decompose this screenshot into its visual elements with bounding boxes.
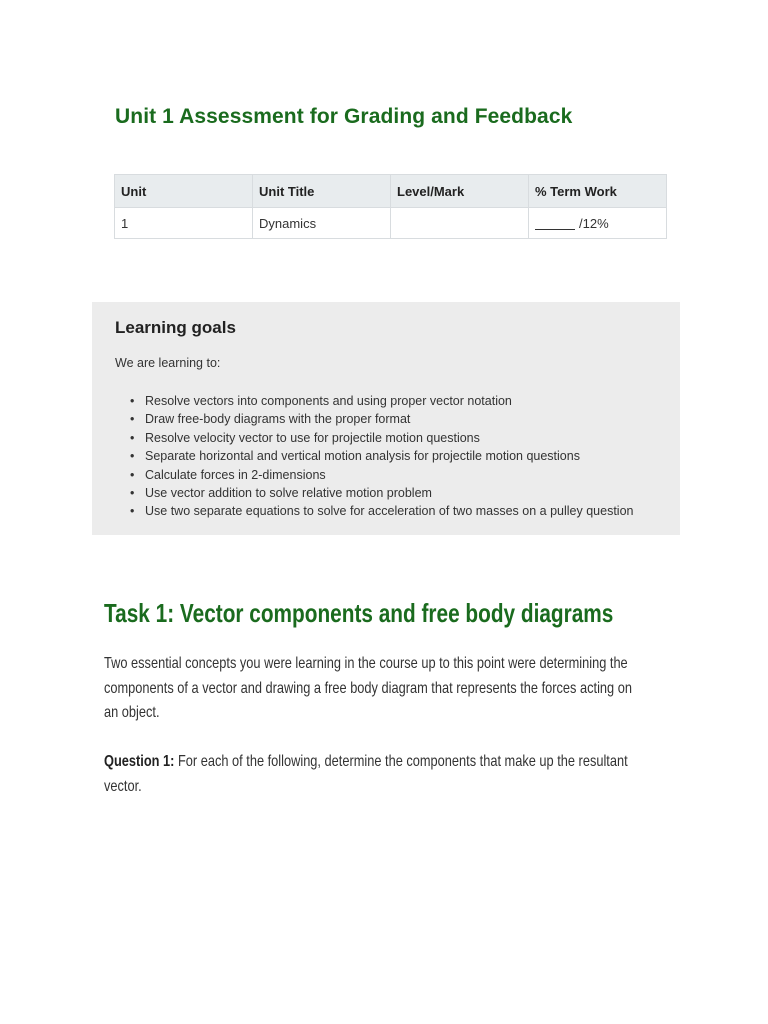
cell-term-work[interactable] (529, 208, 667, 239)
table-row (115, 208, 667, 239)
bullet-icon: • (130, 504, 135, 519)
term-work-suffix: /12% (579, 215, 609, 231)
list-item (115, 392, 633, 410)
list-item-text: Use two separate equations to solve for acceleration of two masses on a pulley question (145, 504, 634, 519)
bullet-icon: • (130, 485, 135, 500)
learning-goals-box (92, 302, 680, 535)
header-unit-title: Unit Title (253, 175, 391, 208)
list-item-text: Resolve velocity vector to use for projectile motion questions (145, 430, 480, 445)
learning-goals-intro: We are learning to: (115, 356, 221, 370)
question-1-label: Question 1: (104, 753, 175, 770)
question-1-paragraph (104, 750, 648, 799)
list-item (115, 484, 633, 502)
list-item-text: Calculate forces in 2-dimensions (145, 467, 326, 482)
bullet-icon: • (130, 467, 135, 482)
term-work-blank[interactable] (535, 229, 575, 230)
bullet-icon: • (130, 430, 135, 445)
learning-goals-list (115, 392, 633, 521)
list-item (115, 410, 633, 428)
list-item (115, 502, 633, 520)
list-item-text: Separate horizontal and vertical motion analysis for projectile motion questions (145, 449, 580, 464)
page-title: Unit 1 Assessment for Grading and Feedback (115, 105, 573, 128)
task-1-title: Task 1: Vector components and free body diagrams (104, 598, 614, 628)
grade-table (114, 174, 667, 239)
cell-unit-title: Dynamics (253, 208, 391, 239)
cell-level-mark[interactable] (391, 208, 529, 239)
list-item-text: Use vector addition to solve relative motion problem (145, 485, 432, 500)
bullet-icon: • (130, 412, 135, 427)
learning-goals-heading: Learning goals (115, 318, 236, 337)
list-item (115, 466, 633, 484)
bullet-icon: • (130, 449, 135, 464)
header-level-mark: Level/Mark (391, 175, 529, 208)
question-1-text: For each of the following, determine the components that make up the resultant vector. (104, 753, 628, 795)
list-item (115, 447, 633, 465)
table-header-row (115, 175, 667, 208)
header-term-work: % Term Work (529, 175, 667, 208)
header-unit: Unit (115, 175, 253, 208)
list-item-text: Resolve vectors into components and using proper vector notation (145, 394, 512, 408)
task-1-paragraph: Two essential concepts you were learning in the course up to this point were determining the components of a vector and drawing a free body diagram that represents the forces acting on an object. (104, 655, 632, 721)
list-item-text: Draw free-body diagrams with the proper format (145, 412, 411, 427)
list-item (115, 429, 633, 447)
bullet-icon: • (130, 394, 135, 408)
cell-unit: 1 (115, 208, 253, 239)
